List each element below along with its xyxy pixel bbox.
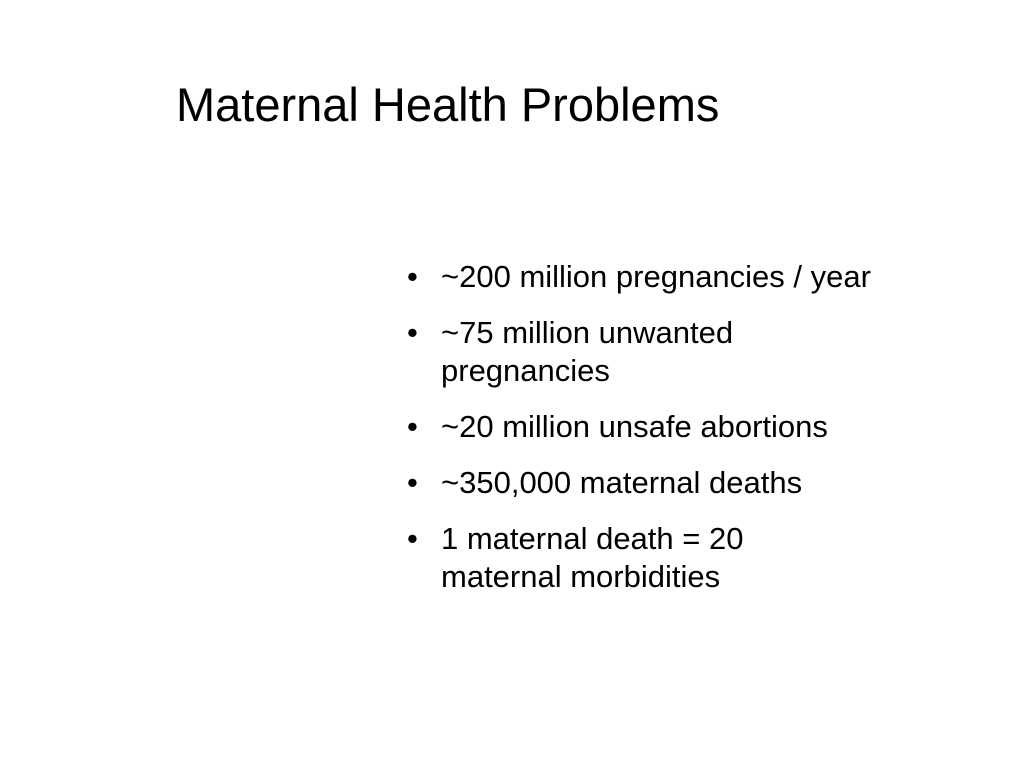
bullet-text: ~75 million unwanted pregnancies <box>441 315 734 388</box>
bullet-marker: • <box>407 409 418 444</box>
bullet-marker: • <box>407 465 418 500</box>
bullet-list <box>400 258 1000 614</box>
bullet-marker: • <box>407 259 418 294</box>
bullet-marker: • <box>407 521 418 556</box>
bullet-item-unsafe-abortions <box>400 408 1000 446</box>
bullet-item-maternal-deaths <box>400 464 1000 502</box>
bullet-text: ~200 million pregnancies / year <box>441 259 871 294</box>
bullet-text: ~20 million unsafe abortions <box>441 409 828 444</box>
bullet-text: ~350,000 maternal deaths <box>441 465 803 500</box>
bullet-item-unwanted-pregnancies <box>400 314 861 390</box>
slide-title: Maternal Health Problems <box>176 78 720 131</box>
bullet-item-morbidities <box>400 520 861 596</box>
bullet-text: 1 maternal death = 20 maternal morbidities <box>441 521 744 594</box>
bullet-marker: • <box>407 315 418 350</box>
bullet-item-pregnancies <box>400 258 1000 296</box>
